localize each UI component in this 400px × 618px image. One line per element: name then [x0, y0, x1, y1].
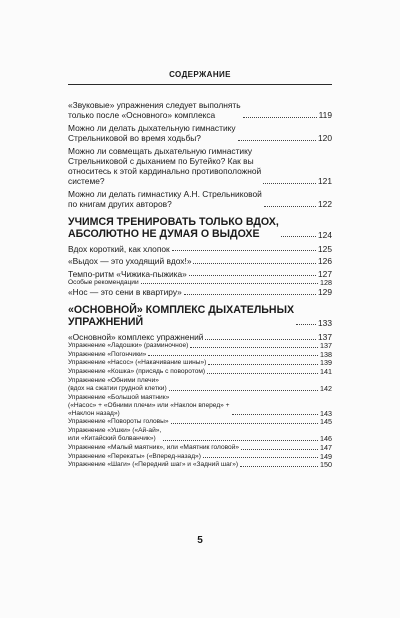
dot-leader [172, 250, 316, 251]
toc-page-number: 124 [318, 229, 332, 240]
toc-entry[interactable] [68, 332, 332, 342]
toc-entry-text: Упражнение «Ушки» («Ай-ай», или «Китайский болванчик») [68, 427, 162, 443]
toc-entry-text: Упражнение «Кошка» (присядь с поворотом) [68, 368, 206, 376]
dot-leader [203, 457, 318, 458]
toc-entry[interactable] [68, 342, 332, 350]
toc-entry-text: Упражнение «Погончики» [68, 350, 147, 358]
toc-entry-text: Можно ли делать дыхательную гимнастику Стрельниковой во время ходьбы? [68, 122, 236, 144]
dot-leader [148, 355, 318, 356]
toc-page-number: 141 [320, 367, 332, 377]
dot-leader [184, 294, 316, 295]
toc-page-number: 119 [318, 110, 332, 121]
toc-page-number: 145 [320, 417, 332, 427]
toc-section-heading[interactable] [68, 304, 332, 328]
toc-entry[interactable] [68, 189, 332, 210]
toc-page-number: 129 [318, 287, 332, 298]
dot-leader [232, 414, 318, 415]
dot-leader [141, 283, 318, 284]
toc-entry-text: Упражнение «Малый маятник», или «Маятник головой» [68, 443, 240, 451]
toc-page-number: 147 [320, 442, 332, 452]
toc-entry[interactable] [68, 359, 332, 367]
dot-leader [243, 117, 317, 118]
toc-entry[interactable] [68, 351, 332, 359]
toc-entry[interactable] [68, 100, 332, 121]
toc-page-number: 126 [318, 256, 332, 267]
toc-entry[interactable] [68, 256, 332, 266]
dot-leader [169, 390, 318, 391]
toc-entry-text: Упражнение «Шаги» («Передний шаг» и «Задний шаг») [68, 461, 239, 469]
toc-page-number: 121 [318, 176, 332, 187]
toc-page-number: 149 [320, 451, 332, 461]
toc-entry[interactable] [68, 453, 332, 461]
toc-page-number: 127 [318, 268, 332, 279]
toc-entry-text: Темпо-ритм «Чижика-пыжика» [68, 268, 187, 279]
toc-entry[interactable] [68, 279, 332, 287]
toc-entry[interactable] [68, 123, 332, 144]
dot-leader [263, 183, 316, 184]
toc-entry-text: «Звуковые» упражнения следует выполнять только после «Основного» комплекса [68, 100, 241, 121]
toc-page-number: 150 [320, 460, 332, 470]
toc-entry[interactable] [68, 394, 332, 418]
toc-entry-text: Упражнение «Насос» («Накачивание шины») [68, 359, 207, 367]
toc-entry[interactable] [68, 377, 332, 393]
toc-entry-text: «Основной» комплекс упражнений [68, 331, 204, 342]
dot-leader [240, 466, 318, 467]
page-header-title: СОДЕРЖАНИЕ [169, 70, 231, 79]
toc-entry[interactable] [68, 244, 332, 254]
toc-page-number: 139 [320, 358, 332, 368]
toc-entry-text: «Нос — это сени в квартиру» [68, 287, 182, 298]
dot-leader [193, 263, 316, 264]
toc-entry-text: Упражнение «Большой маятник» («Насос» + «Обними плечи» или «Наклон вперед» + «Наклон назад») [68, 393, 230, 417]
toc-entry-text: Упражнение «Обними плечи» (вдох на сжатии грудной клетки) [68, 376, 167, 392]
dot-leader [264, 206, 316, 207]
toc-entry-text: Можно ли совмещать дыхательную гимнастику Стрельниковой с дыханием по Бутейко? Как вы относитесь к этой кардинально противоположной системе? [68, 145, 262, 187]
dot-leader [207, 373, 318, 374]
toc-entry-text: Упражнение «Перекаты» («Вперед-назад») [68, 452, 201, 460]
toc-page-number: 137 [318, 331, 332, 342]
toc-entry[interactable] [68, 269, 332, 279]
dot-leader [238, 140, 316, 141]
dot-leader [208, 364, 318, 365]
dot-leader [296, 324, 316, 325]
toc-page-number: 143 [320, 408, 332, 418]
dot-leader [205, 339, 316, 340]
toc-entry[interactable] [68, 368, 332, 376]
dot-leader [281, 236, 316, 237]
toc-page-number: 120 [318, 133, 332, 144]
page-number: 5 [197, 535, 203, 546]
toc-entry-text: УЧИМСЯ ТРЕНИРОВАТЬ ТОЛЬКО ВДОХ, АБСОЛЮТНО НЕ ДУМАЯ О ВЫДОХЕ [68, 215, 279, 240]
dot-leader [189, 275, 316, 276]
toc-page-number: 133 [318, 317, 332, 328]
toc-page-number: 142 [320, 383, 332, 393]
toc-entry[interactable] [68, 287, 332, 297]
toc-page-number: 138 [320, 349, 332, 359]
dot-leader [171, 423, 318, 424]
toc-entry-text: Упражнение «Ладошки» (разминочное) [68, 342, 189, 350]
toc-entry[interactable] [68, 444, 332, 452]
toc-entry[interactable] [68, 418, 332, 426]
toc-entry[interactable] [68, 461, 332, 469]
dot-leader [190, 347, 318, 348]
toc-page-number: 125 [318, 243, 332, 254]
toc-entry-text: Особые рекомендации [68, 278, 139, 286]
toc-entry-text: Упражнение «Повороты головы» [68, 418, 169, 426]
toc-entry[interactable] [68, 146, 332, 187]
toc-entry-text: «ОСНОВНОЙ» КОМПЛЕКС ДЫХАТЕЛЬНЫХ УПРАЖНЕНИЙ [68, 303, 295, 328]
toc-page-number: 146 [320, 434, 332, 444]
toc-entry-text: «Выдох — это уходящий вдох!» [68, 256, 192, 267]
toc-entry-text: Вдох короткий, как хлопок [68, 243, 170, 254]
table-of-contents [68, 100, 332, 470]
dot-leader [241, 449, 318, 450]
toc-section-heading[interactable] [68, 216, 332, 240]
toc-entry[interactable] [68, 427, 332, 443]
header-rule [68, 84, 332, 85]
toc-page-number: 128 [320, 277, 332, 287]
toc-entry-text: Можно ли делать гимнастику А.Н. Стрельниковой по книгам других авторов? [68, 188, 262, 210]
dot-leader [163, 440, 318, 441]
toc-page-number: 122 [318, 199, 332, 210]
toc-page-number: 137 [320, 341, 332, 351]
